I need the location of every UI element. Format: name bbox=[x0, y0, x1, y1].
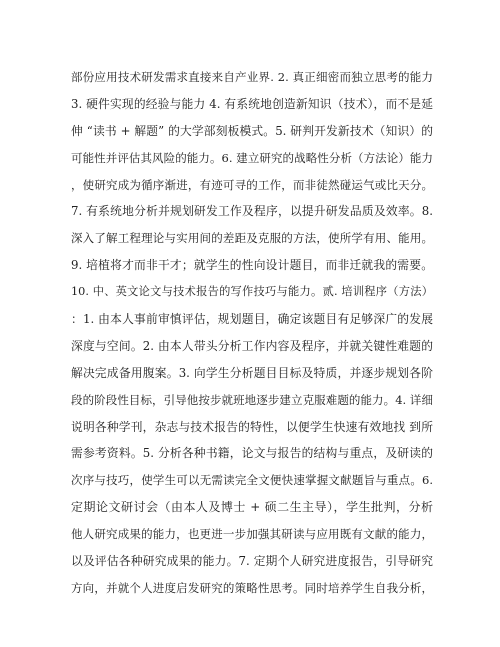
text-line: 深度与空间。2. 由本人带头分析工作内容及程序，并就关键性难题的 bbox=[71, 338, 433, 353]
text-line: 段的阶段性目标，引导他按步就班地逐步建立克服难题的能力。4. 详细 bbox=[71, 392, 433, 407]
text-line: ：1. 由本人事前审慎评估，规划题目，确定该题目有足够深广的发展 bbox=[71, 312, 433, 327]
text-line: 次序与技巧，使学生可以无需读完全文便快速掌握文献题旨与重点。6. bbox=[71, 473, 433, 488]
text-line: 需参考资料。5. 分析各种书籍，论文与报告的结构与重点，及研读的 bbox=[71, 446, 433, 461]
text-line: 伸 “读书 + 解题” 的大学部刻板模式。5. 研判开发新技术（知识）的 bbox=[71, 123, 433, 138]
text-line: 可能性并评估其风险的能力。6. 建立研究的战略性分析（方法论）能力 bbox=[71, 150, 433, 165]
text-line: 9. 培植将才而非干才；就学生的性向设计题目，而非迁就我的需要。 bbox=[71, 258, 433, 273]
text-line: 3. 硬件实现的经验与能力 4. 有系统地创造新知识（技术），而不是延 bbox=[71, 96, 433, 111]
body-text bbox=[71, 64, 433, 602]
text-line: 方向，并就个人进度启发研究的策略性思考。同时培养学生自我分析， bbox=[71, 580, 433, 595]
text-line: ，使研究成为循序渐进，有迹可寻的工作，而非徒然碰运气或比天分。 bbox=[71, 177, 433, 192]
text-line: 7. 有系统地分析并规划研发工作及程序，以提升研发品质及效率。8. bbox=[71, 204, 433, 219]
text-line: 定期论文研讨会（由本人及博士 + 硕二生主导），学生批判，分析 bbox=[71, 500, 433, 515]
text-line: 深入了解工程理论与实用间的差距及克服的方法，使所学有用、能用。 bbox=[71, 231, 433, 246]
text-line: 说明各种学刊，杂志与技术报告的特性，以便学生快速有效地找 到所 bbox=[71, 419, 433, 434]
text-line: 解决完成备用腹案。3. 向学生分析题目目标及特质，并逐步规划各阶 bbox=[71, 365, 433, 380]
text-line: 他人研究成果的能力，也更进一步加强其研读与应用既有文献的能力， bbox=[71, 527, 433, 542]
text-line: 10. 中、英文论文与技术报告的写作技巧与能力。贰. 培训程序（方法） bbox=[71, 285, 433, 299]
text-line: 部份应用技术研发需求直接来自产业界. 2. 真正细密而独立思考的能力 bbox=[71, 70, 433, 84]
text-line: 以及评估各种研究成果的能力。7. 定期个人研究进度报告，引导研究 bbox=[71, 554, 433, 569]
